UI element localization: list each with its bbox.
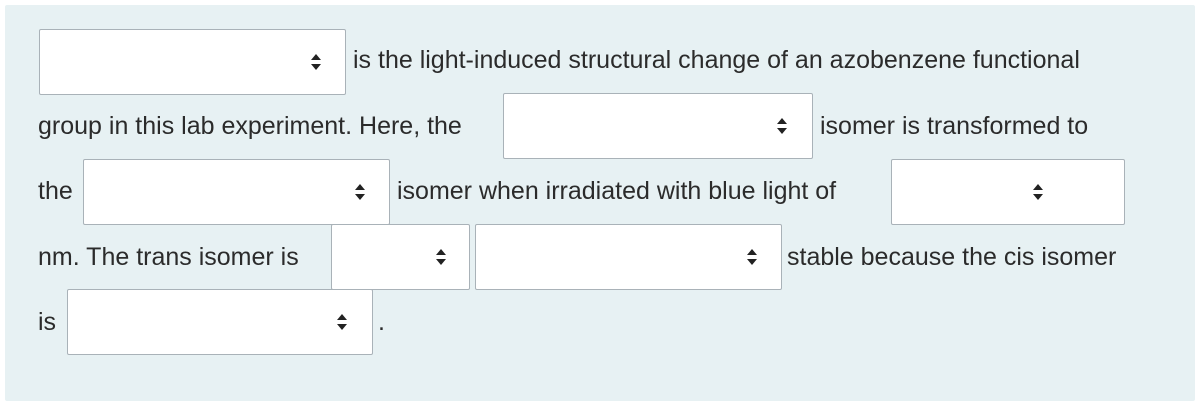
dropdown-blank-2[interactable] [503,93,813,159]
sentence-text-8: is [38,308,57,336]
dropdown-blank-5[interactable] [331,224,470,290]
select-arrows-icon [310,53,322,71]
dropdown-blank-7[interactable] [67,289,373,355]
select-arrows-icon [336,313,348,331]
sentence-text-3: isomer is transformed to [820,112,1089,140]
select-arrows-icon [746,248,758,266]
sentence-text-9: . [378,308,385,336]
sentence-text-1: is the light-induced structural change of an azobenzene functional [353,46,1080,74]
select-arrows-icon [1032,183,1044,201]
dropdown-blank-6[interactable] [475,224,782,290]
dropdown-blank-3[interactable] [83,159,390,225]
select-arrows-icon [776,117,788,135]
sentence-text-7: stable because the cis isomer [787,243,1117,271]
select-arrows-icon [354,183,366,201]
sentence-text-4: the [38,177,73,205]
sentence-text-2: group in this lab experiment. Here, the [38,112,462,140]
dropdown-blank-4[interactable] [891,159,1125,225]
sentence-text-6: nm. The trans isomer is [38,243,299,271]
select-arrows-icon [435,248,447,266]
dropdown-blank-1[interactable] [39,29,346,95]
sentence-text-5: isomer when irradiated with blue light of [397,177,837,205]
question-panel [5,5,1195,401]
